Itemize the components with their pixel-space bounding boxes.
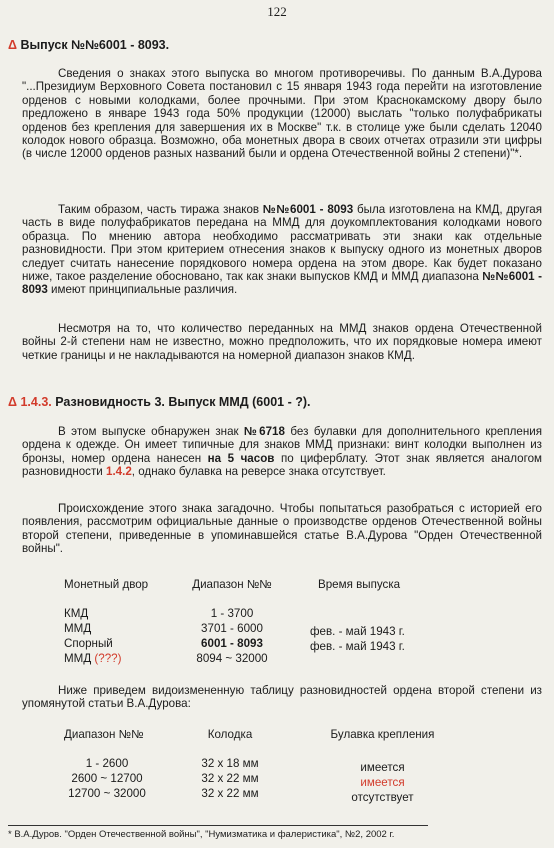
paragraph-sources-text: Сведения о знаках этого выпуска во многом противоречивы. По данным В.А.Дурова "...Президиум Верховного Совета постановил с 15 января 1943 года перейти на изготовление орденов с новыми колодками, более прочными. При этом Краснокамскому двору было предложено в январе 1943 года 50% продукции (12000) выслать "только полуфабрикаты орденов без крепления для завершения их в Москве" т.к. в столице уже были сделать 12040 колодок нового образца. Возможно, оба монетных двора в своих отчетах отразили эти цифры (в числе 12000 орденов разных названий были и ордена Отечественной войны 2 степени)"*. [22,67,542,161]
text: имеют принципиальные различия. [47,283,238,297]
page-number: 122 [267,4,287,19]
table-cell-range: 3701 - 6000 [201,622,263,635]
table-header: Колодка [207,728,253,741]
paragraph-assumption [22,322,542,362]
table-cell-range: 6001 - 8093 [201,637,263,650]
table-cell-mint: ММД [64,622,92,635]
table-cell-time: фев. - май 1943 г. [310,640,405,653]
delta-marker: Δ [8,395,17,409]
text: без булавки для дополнительного крепления ордена к одежде. Он имеет типичные для знаков ММД признаки: винт колодки выполнен из бронзы, номер ордена нанесен [22,425,543,465]
table-cell-block: 32 х 18 мм [201,757,259,770]
paragraph-origin [22,502,542,556]
delta-marker: Δ [8,38,17,52]
table-header: Диапазон №№ [64,728,144,741]
table-cell-range: 8094 ~ 32000 [196,652,268,665]
text: , однако булавка на реверсе знака отсутствует. [131,465,386,479]
mint-note: (???) [94,652,122,665]
section-reference-link[interactable]: 1.4.2 [106,465,132,479]
table-cell-pin: имеется [360,776,405,789]
footnote-divider [8,825,428,826]
section-heading-title: Выпуск №№6001 - 8093. [20,38,170,52]
bold-range: №№6001 - 8093 [262,203,354,216]
table-cell-range: 12700 ~ 32000 [68,787,146,800]
table-cell-block: 32 х 22 мм [201,772,259,785]
table-cell-mint: КМД [64,607,89,620]
bold-number: №6718 [244,425,285,438]
table-header: Диапазон №№ [192,578,272,591]
section-heading-title: Разновидность 3. Выпуск ММД (6001 - ?). [51,395,311,409]
table-header: Булавка крепления [330,728,435,741]
paragraph-assumption-text: Несмотря на то, что количество переданных на ММД знаков ордена Отечественной войны 2-й степени нам не известно, можно предположить, что их порядковые номера имеют четкие границы и не накладываются на номерной диапазон знаков КМД. [22,322,542,362]
paragraph-table-intro [22,684,542,711]
table-cell-range: 1 - 2600 [85,757,129,770]
text: была изготовлена на КМД, другая часть в виде полуфабрикатов передана на ММД для доукомплектования колодками нового образца. По мнению автора необходимо рассматривать эти знаки как отдельные разновидности. При этом критерием отнесения знаков к выпуску одного из монетных дворов следует считать нанесение порядкового номера ордена на этом дворе. Как будет показано ниже, такое разделение обосновано, так как знаки выпусков КМД и ММД диапазона [22,203,543,284]
paragraph-sources [22,67,542,161]
paragraph-origin-text: Происхождение этого знака загадочно. Чтобы попытаться разобраться с историей его появления, рассмотрим официальные данные о производстве орденов Отечественной войны второй степени, приведенные в упоминавшейся статье В.А.Дурова "Орден Отечественной войны". [22,502,542,556]
table-header: Время выпуска [318,578,401,591]
text: Таким образом, часть тиража знаков [58,203,263,216]
table-cell-range: 2600 ~ 12700 [71,772,143,785]
table-header: Монетный двор [64,578,149,591]
section-heading-variety [8,395,310,409]
bold-position: на 5 часов [207,451,275,465]
table-cell-mint [64,652,121,665]
section-heading-issue [8,38,169,52]
table-cell-pin: отсутствует [351,791,414,804]
paragraph-conclusion [22,203,542,297]
table-cell-pin: имеется [360,761,405,774]
mint-name: ММД [64,652,92,665]
text: по циферблату. Этот знак является аналогом разновидности [22,451,542,479]
footnote: * В.А.Дуров. "Орден Отечественной войны", "Нумизматика и фалеристика", №2, 2002 г. [8,829,395,840]
section-number: 1.4.3. [20,395,52,409]
table-cell-range: 1 - 3700 [210,607,254,620]
table-cell-mint: Спорный [64,637,113,650]
text: В этом выпуске обнаружен знак [58,425,245,438]
bold-range: №№6001 - 8093 [22,270,542,297]
table-cell-block: 32 х 22 мм [201,787,259,800]
paragraph-table-intro-text: Ниже приведем видоизмененную таблицу разновидностей ордена второй степени из упомянутой статьи В.А.Дурова: [22,684,542,711]
table-cell-time: фев. - май 1943 г. [310,625,405,638]
paragraph-sign-6718 [22,425,542,479]
